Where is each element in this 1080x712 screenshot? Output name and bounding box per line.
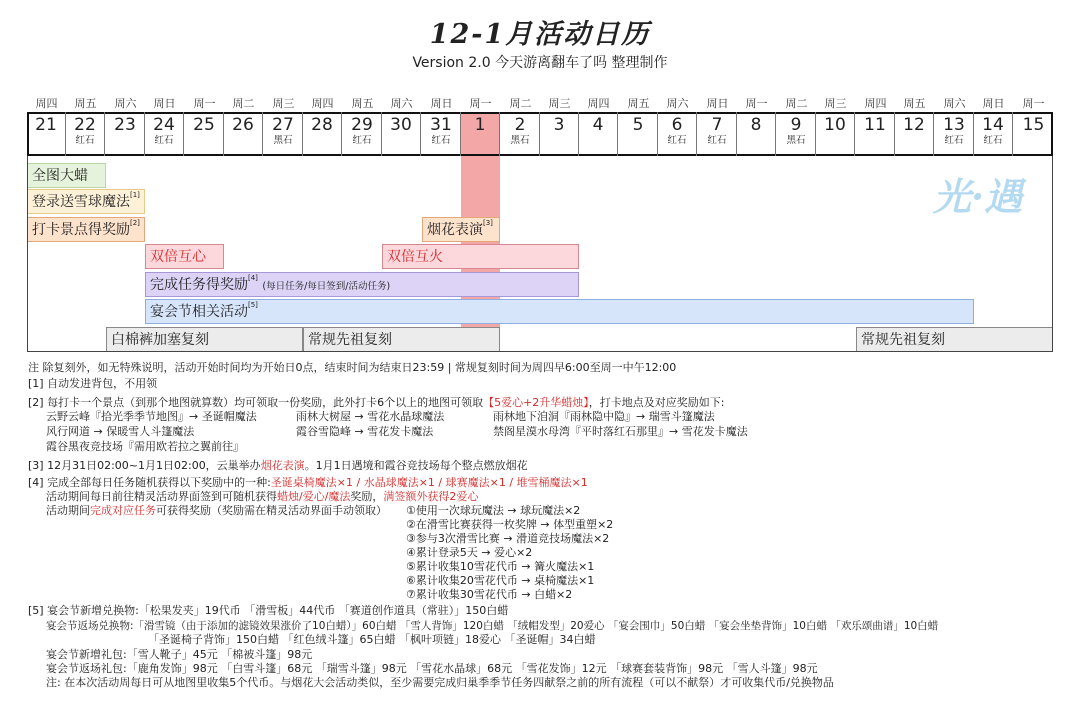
bar-task-reward-note: (每日任务/每日签到/活动任务)	[262, 281, 391, 292]
weekday-label: 周三	[272, 97, 295, 110]
note-general: 注 除复刻外，如无特殊说明，活动开始时间均为开始日0点，结束时间为结束日23:59 | 常规复刻时间为周四早6:00至周一中午12:00	[28, 361, 677, 374]
weekday-label: 周一	[193, 97, 216, 110]
bar-double-heart	[145, 244, 224, 269]
note-5-e: 宴会节返场礼包:「鹿角发饰」98元 「白雪斗篷」68元 「瑞雪斗篷」98元 「雪花水晶球」68元 「雪花发饰」12元 「球赛套装背饰」98元 「雪人斗篷」98元	[46, 662, 818, 675]
date-number: 25	[193, 115, 215, 135]
bar-fireworks	[422, 217, 500, 242]
date-cell	[895, 112, 934, 156]
bar-double-fire-label: 双倍互火	[387, 249, 443, 265]
date-number: 10	[824, 115, 846, 135]
note-2-tail: ，打卡地点及对应奖励如下:	[588, 396, 725, 409]
weekday-label: 周五	[903, 97, 926, 110]
date-cell	[737, 112, 776, 156]
bar-double-fire	[382, 244, 579, 269]
weekday-label: 周日	[706, 97, 729, 110]
bar-task-reward-label: 完成任务得奖励	[150, 277, 248, 293]
date-number: 1	[474, 115, 486, 135]
bar-map-wax-label: 全图大蜡	[32, 168, 88, 184]
date-number: 29	[351, 115, 373, 135]
note-2-r1c1: 云野云峰『拾光季季节地图』→ 圣诞帽魔法	[46, 410, 257, 423]
date-cell	[422, 112, 461, 156]
note-4-b-red2: 满签额外获得2爱心	[383, 490, 479, 503]
bar-fireworks-label: 烟花表演	[427, 222, 483, 238]
ref-5: [5]	[248, 301, 258, 309]
note-2-r1c3: 雨林地下洎洞『雨林隐中隐』→ 瑞雪斗篷魔法	[493, 410, 715, 423]
weekday-label: 周五	[74, 97, 97, 110]
weekday-label: 周三	[824, 97, 847, 110]
note-4-b-text: 活动期间每日前往精灵活动界面签到可随机获得	[46, 490, 277, 503]
date-number: 4	[592, 115, 604, 135]
note-4-b	[46, 490, 478, 504]
date-number: 5	[632, 115, 644, 135]
bar-login-snowball	[27, 189, 145, 214]
note-2	[28, 396, 725, 410]
date-sub: 黑石	[510, 135, 530, 146]
date-cell	[303, 112, 342, 156]
date-cell	[777, 112, 816, 156]
weekday-label: 周日	[430, 97, 453, 110]
note-2-r2c2: 霞谷雪隐峰 → 雪花发卡魔法	[296, 425, 434, 438]
divider-right	[1052, 156, 1053, 352]
weekday-label: 周四	[864, 97, 887, 110]
note-3-tail: 。1月1日遇境和霞谷竞技场每个整点燃放烟花	[304, 459, 528, 472]
bar-cotton-pants-label: 白棉裤加塞复刻	[111, 332, 209, 348]
date-number: 23	[114, 115, 136, 135]
bar-feast-label: 宴会节相关活动	[150, 304, 248, 320]
date-cell	[816, 112, 855, 156]
task-3: ③参与3次滑雪比赛 → 滑道竞技场魔法×2	[406, 532, 610, 545]
page-subtitle: Version 2.0 今天游离翻车了吗 整理制作	[412, 55, 668, 71]
bar-regular-ancestor-2	[856, 327, 1053, 352]
note-3-text: [3] 12月31日02:00~1月1日02:00，云巢举办	[28, 459, 261, 472]
date-cell	[579, 112, 618, 156]
date-number: 6	[671, 115, 683, 135]
date-cell	[224, 112, 263, 156]
bar-regular-ancestor-1-label: 常规先祖复刻	[308, 332, 392, 348]
divider-left	[27, 156, 28, 352]
date-number: 11	[864, 115, 886, 135]
bar-feast	[145, 299, 974, 324]
date-number: 31	[430, 115, 452, 135]
note-3	[28, 459, 528, 473]
note-4-c-red: 完成对应任务	[90, 504, 156, 517]
note-3-highlight: 烟花表演	[260, 459, 305, 472]
weekday-label: 周三	[548, 97, 571, 110]
note-5-d: 宴会节新增礼包:「雪人靴子」45元 「棉被斗篷」98元	[46, 648, 313, 661]
bar-login-snowball-label: 登录送雪球魔法	[32, 194, 130, 210]
date-number: 21	[35, 115, 57, 135]
date-number: 26	[232, 115, 254, 135]
note-4-highlight: 圣诞桌椅魔法×1 / 水晶球魔法×1 / 球赛魔法×1 / 堆雪桶魔法×1	[270, 476, 588, 489]
weekday-label: 周六	[390, 97, 413, 110]
date-sub: 红石	[983, 135, 1003, 146]
weekday-label: 周四	[35, 97, 58, 110]
ref-4: [4]	[248, 274, 258, 282]
weekday-label: 周五	[351, 97, 374, 110]
date-cell	[343, 112, 382, 156]
date-cell	[27, 112, 66, 156]
bar-map-wax	[27, 163, 106, 188]
note-5-f: 注: 在本次活动周每日可从地图里收集5个代币。与烟花大会活动类似，至少需要完成归巢季季节任务四献祭之前的所有流程（可以不献祭）才可收集代币/兑换物品	[46, 676, 834, 689]
task-6: ⑥累计收集20雪花代币 → 桌椅魔法×1	[406, 574, 595, 587]
note-4-c-text: 活动期间	[46, 504, 90, 517]
date-sub: 红石	[707, 135, 727, 146]
date-cell	[540, 112, 579, 156]
date-sub: 红石	[431, 135, 451, 146]
bar-checkin-reward-label: 打卡景点得奖励	[32, 222, 130, 238]
date-cell	[698, 112, 737, 156]
weekday-label: 周六	[114, 97, 137, 110]
note-4-c	[46, 504, 387, 518]
weekday-label: 周一	[469, 97, 492, 110]
weekday-label: 周五	[627, 97, 650, 110]
note-2-r2c1: 风行网道 → 保暖雪人斗篷魔法	[46, 425, 195, 438]
date-cell	[974, 112, 1013, 156]
date-cell	[185, 112, 224, 156]
task-4: ④累计登录5天 → 爱心×2	[406, 546, 533, 559]
weekday-label: 周一	[745, 97, 768, 110]
ref-2: [2]	[130, 219, 140, 227]
note-2-highlight: 【5爱心+2升华蜡烛】	[483, 396, 589, 409]
divider-bottom	[27, 351, 1053, 352]
task-1: ①使用一次球玩魔法 → 球玩魔法×2	[406, 504, 581, 517]
date-sub: 红石	[75, 135, 95, 146]
date-number: 15	[1022, 115, 1045, 135]
note-4	[28, 476, 588, 490]
date-number: 28	[311, 115, 333, 135]
note-4-text: [4] 完成全部每日任务随机获得以下奖励中的一种:	[28, 476, 271, 489]
note-4-b-mid: 奖励，	[350, 490, 384, 503]
bar-task-reward	[145, 272, 579, 297]
date-sub: 红石	[154, 135, 174, 146]
note-5-c: 「圣诞椅子背饰」150白蜡 「红色绒斗篷」65白蜡 「枫叶项链」18爱心 「圣诞帽」34白蜡	[148, 633, 596, 646]
note-2-r1c2: 雨林大树屋 → 雪花水晶球魔法	[296, 410, 445, 423]
date-cell	[501, 112, 540, 156]
task-5: ⑤累计收集10雪花代币 → 篝火魔法×1	[406, 560, 595, 573]
date-cell	[619, 112, 658, 156]
weekday-label: 周六	[943, 97, 966, 110]
note-2-text: [2] 每打卡一个景点（到那个地图就算数）均可领取一份奖励，此外打卡6个以上的地图可领取	[28, 396, 484, 409]
bar-checkin-reward	[27, 217, 145, 242]
date-sub: 红石	[352, 135, 372, 146]
date-number: 27	[272, 115, 294, 135]
date-cell	[145, 112, 184, 156]
date-number: 14	[982, 115, 1004, 135]
note-5-a: [5] 宴会节新增兑换物:「松果发夹」19代币 「滑雪板」44代币 「赛道创作道具（常驻）」150白蜡	[28, 604, 509, 617]
weekday-label: 周六	[666, 97, 689, 110]
bar-cotton-pants	[106, 327, 303, 352]
date-cell	[66, 112, 105, 156]
date-cell	[658, 112, 697, 156]
date-sub: 黑石	[786, 135, 806, 146]
date-cell	[856, 112, 895, 156]
note-4-b-red: 蜡烛/爱心/魔法	[277, 490, 351, 503]
bar-double-heart-label: 双倍互心	[150, 249, 206, 265]
date-number: 8	[750, 115, 762, 135]
date-number: 3	[553, 115, 565, 135]
date-number: 9	[790, 115, 802, 135]
weekday-label: 周四	[311, 97, 334, 110]
date-number: 30	[390, 115, 412, 135]
bar-regular-ancestor-2-label: 常规先祖复刻	[861, 332, 945, 348]
weekday-label: 周日	[982, 97, 1005, 110]
date-number: 13	[943, 115, 965, 135]
date-sub: 红石	[944, 135, 964, 146]
date-number: 24	[153, 115, 175, 135]
weekday-label: 周一	[1022, 97, 1045, 110]
date-cell	[382, 112, 421, 156]
date-cell	[1014, 112, 1053, 156]
task-7: ⑦累计收集30雪花代币 → 白蜡×2	[406, 588, 573, 601]
date-cell	[106, 112, 145, 156]
date-cell	[264, 112, 303, 156]
note-2-r2c3: 禁阁星漠水母湾『平时落红石那里』→ 雪花发卡魔法	[493, 425, 748, 438]
date-number: 22	[74, 115, 96, 135]
watermark-logo: 光·遇	[933, 174, 1023, 219]
page-title: 12-1月活动日历	[429, 19, 651, 50]
date-sub: 红石	[667, 135, 687, 146]
date-number: 12	[903, 115, 925, 135]
weekday-label: 周二	[232, 97, 255, 110]
weekday-label: 周二	[785, 97, 808, 110]
date-sub: 黑石	[273, 135, 293, 146]
date-cell	[461, 112, 500, 156]
date-number: 2	[514, 115, 526, 135]
date-number: 7	[711, 115, 723, 135]
task-2: ②在滑雪比赛获得一枚奖牌 → 体型重塑×2	[406, 518, 614, 531]
note-5-b: 宴会节返场兑换物:「滑雪镜（由于添加的滤镜效果涨价了10白蜡）」60白蜡 「雪人背饰」120白蜡 「绒帽发型」20爱心 「宴会围巾」50白蜡 「宴会坐垫背饰」10白蜡 「欢乐颂曲谱」10白蜡	[46, 620, 939, 632]
note-2-r3c1: 霞谷黑夜竞技场『需用欧若拉之翼前往』	[46, 440, 244, 453]
weekday-label: 周二	[509, 97, 532, 110]
weekday-label: 周日	[153, 97, 176, 110]
note-1: [1] 自动发进背包，不用领	[28, 377, 158, 390]
ref-3: [3]	[483, 219, 493, 227]
note-4-c-tail: 可获得奖励（奖励需在精灵活动界面手动领取）	[156, 504, 387, 517]
ref-1: [1]	[130, 191, 140, 199]
date-cell	[935, 112, 974, 156]
bar-regular-ancestor-1	[303, 327, 500, 352]
weekday-label: 周四	[587, 97, 610, 110]
